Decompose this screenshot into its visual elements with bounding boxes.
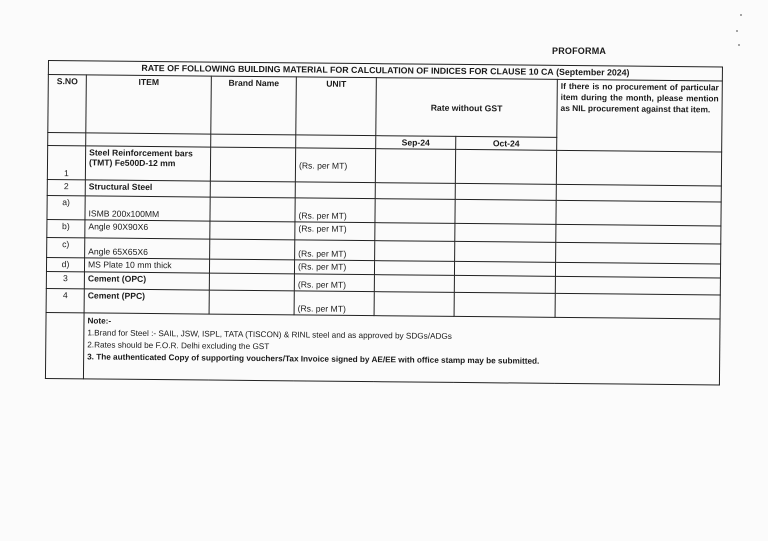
rate-proforma-sheet [45, 60, 722, 391]
scan-speck [736, 30, 738, 32]
row-sno: c) [47, 237, 85, 257]
notes-heading: Note:- [87, 316, 112, 326]
blank-cell [86, 133, 211, 147]
header-month-oct: Oct-24 [456, 136, 557, 150]
rate-sep-cell[interactable] [375, 149, 455, 184]
brand-cell[interactable] [209, 273, 294, 291]
rate-oct-cell[interactable] [455, 223, 556, 242]
blank-cell [45, 312, 84, 378]
row-item: Cement (OPC) [84, 272, 209, 290]
row-sno: 4 [46, 288, 84, 312]
row-sno: 3 [46, 271, 84, 288]
row-sno: a) [47, 195, 85, 219]
row-unit: (Rs. per MT) [295, 222, 375, 241]
remarks-cell[interactable] [555, 293, 720, 319]
remarks-cell[interactable] [556, 200, 721, 226]
brand-cell[interactable] [209, 290, 294, 315]
brand-cell[interactable] [210, 239, 295, 260]
remarks-cell[interactable] [555, 276, 720, 295]
row-unit: (Rs. per MT) [294, 274, 374, 292]
blank-cell [211, 134, 296, 148]
header-month-sep: Sep-24 [376, 136, 456, 150]
blank-cell [296, 135, 376, 149]
proforma-label: PROFORMA [552, 46, 607, 56]
rate-sep-cell[interactable] [374, 292, 454, 317]
brand-cell[interactable] [210, 147, 295, 182]
row-item: Steel Reinforcement bars (TMT) Fe500D-12 mm [85, 146, 210, 181]
blank-cell [48, 133, 86, 146]
header-remarks: If there is no procurement of particular item during the month, please mention as NIL procurement against that item. [557, 79, 723, 152]
rate-oct-cell[interactable] [455, 149, 556, 184]
row-item: ISMB 200x100MM [85, 196, 210, 221]
header-brand: Brand Name [211, 76, 297, 135]
scan-speck [740, 14, 742, 16]
row-unit: (Rs. per MT) [295, 198, 375, 223]
table-title: RATE OF FOLLOWING BUILDING MATERIAL FOR CALCULATION OF INDICES FOR CLAUSE 10 CA (September 2024) [48, 61, 722, 81]
row-sno: d) [46, 257, 84, 271]
rate-sep-cell[interactable] [374, 275, 454, 293]
rate-sep-cell[interactable] [374, 261, 454, 276]
header-item: ITEM [86, 75, 212, 134]
row-sno: b) [47, 219, 85, 237]
header-unit: UNIT [296, 77, 377, 136]
brand-cell[interactable] [210, 197, 295, 222]
note-brand: 1.Brand for Steel :- SAIL, JSW, ISPL, TATA (TISCON) & RINL steel and as approved by SDGs/ADGs [87, 328, 452, 341]
rate-oct-cell[interactable] [454, 275, 555, 293]
scan-speck [738, 44, 740, 46]
rate-sep-cell[interactable] [375, 183, 455, 200]
rate-oct-cell[interactable] [454, 292, 555, 317]
row-item: Angle 65X65X6 [85, 238, 210, 259]
rate-sep-cell[interactable] [375, 241, 455, 262]
row-sno: 1 [47, 146, 85, 180]
row-unit: (Rs. per MT) [295, 240, 375, 261]
rate-sep-cell[interactable] [375, 223, 455, 242]
remarks-cell[interactable] [556, 224, 721, 244]
row-unit: (Rs. per MT) [294, 260, 374, 275]
row-item: MS Plate 10 mm thick [84, 258, 209, 273]
header-rate: Rate without GST [376, 78, 558, 138]
row-unit: (Rs. per MT) [294, 291, 374, 316]
row-item: Angle 90X90X6 [85, 220, 210, 239]
notes-row [45, 312, 720, 384]
remarks-cell[interactable] [556, 242, 721, 264]
row-item: Structural Steel [85, 180, 210, 197]
row-unit: (Rs. per MT) [295, 148, 375, 183]
remarks-cell[interactable] [556, 184, 721, 202]
row-sno: 2 [47, 179, 85, 195]
header-sno: S.NO [48, 75, 87, 133]
brand-cell[interactable] [210, 221, 295, 240]
notes-block [83, 313, 720, 385]
rate-sep-cell[interactable] [375, 199, 455, 224]
rate-oct-cell[interactable] [455, 183, 556, 200]
rate-oct-cell[interactable] [455, 199, 556, 224]
brand-cell[interactable] [210, 181, 295, 198]
row-item: Cement (PPC) [84, 289, 209, 314]
rate-oct-cell[interactable] [455, 241, 556, 262]
rate-oct-cell[interactable] [454, 261, 555, 276]
brand-cell[interactable] [209, 259, 294, 274]
rate-table [45, 60, 723, 385]
note-vouchers: 3. The authenticated Copy of supporting vouchers/Tax Invoice signed by AE/EE with office stamp may be submitted. [87, 352, 540, 366]
row-unit [295, 182, 375, 199]
note-rates: 2.Rates should be F.O.R. Delhi excluding the GST [87, 340, 270, 352]
remarks-cell[interactable] [556, 150, 721, 186]
